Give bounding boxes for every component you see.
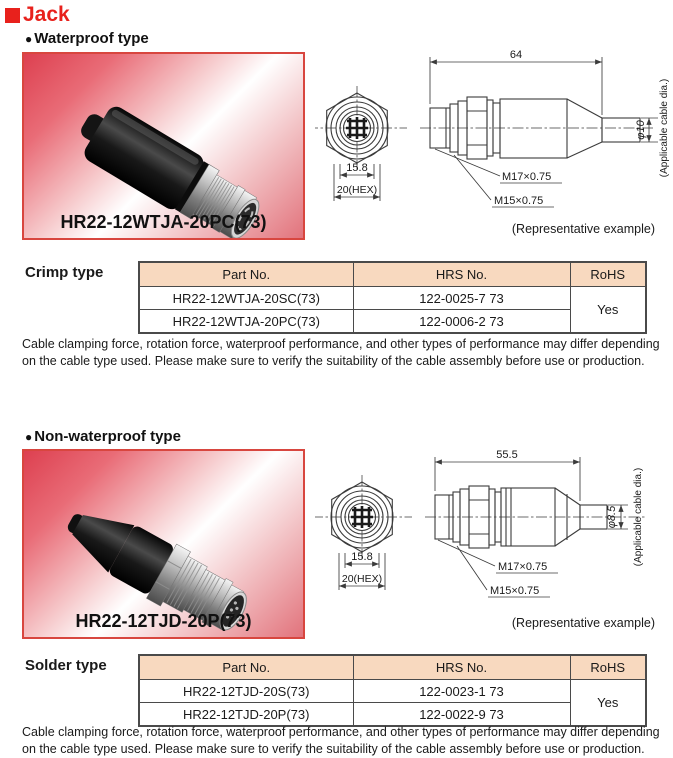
section-heading-waterproof	[25, 30, 149, 47]
part-no-cell: HR22-12WTJA-20PC(73)	[139, 310, 353, 334]
representative-note: (Representative example)	[511, 616, 655, 630]
hrs-no-cell: 122-0022-9 73	[353, 703, 570, 727]
page-title: Jack	[23, 3, 70, 26]
product-photo-waterproof	[22, 52, 305, 240]
thread-rear-label: M15×0.75	[494, 195, 544, 207]
section-heading-label: Non-waterproof type	[34, 428, 181, 445]
dim-cable-dia: φ10	[635, 120, 647, 140]
technical-drawing-non-waterproof	[315, 448, 673, 608]
part-no-header: Part No.	[139, 655, 353, 680]
front-view	[315, 475, 412, 590]
rohs-cell: Yes	[570, 287, 646, 334]
part-no-cell: HR22-12TJD-20S(73)	[139, 680, 353, 703]
photo-part-label: HR22-12TJD-20P(73)	[75, 611, 252, 631]
table-header-row	[139, 655, 646, 680]
thread-front-label: M17×0.75	[498, 561, 548, 573]
caution-note: Cable clamping force, rotation force, waterproof performance, and other types of performance may differ depending on the cable type used. Please make sure to verify the suitability of the cable assembly before use or production.	[22, 725, 660, 756]
parts-table-crimp	[138, 261, 647, 334]
hrs-no-cell: 122-0006-2 73	[353, 310, 570, 334]
side-view	[420, 49, 670, 207]
technical-drawing-waterproof	[315, 48, 673, 218]
dim-face-width: 15.8	[346, 162, 368, 174]
part-no-cell: HR22-12WTJA-20SC(73)	[139, 287, 353, 310]
page-header	[5, 3, 70, 27]
parts-table-solder	[138, 654, 647, 727]
photo-part-label: HR22-12WTJA-20PC(73)	[60, 212, 267, 232]
table-type-label: Crimp type	[25, 264, 104, 281]
dim-hex-width: 20(HEX)	[341, 573, 383, 585]
table-row	[139, 287, 646, 310]
section-heading-non-waterproof	[25, 428, 181, 445]
hrs-no-header: HRS No.	[353, 262, 570, 287]
cable-dia-note: (Applicable cable dia.)	[633, 467, 644, 567]
part-no-header: Part No.	[139, 262, 353, 287]
side-view	[425, 449, 645, 597]
connector-photo-illustration	[24, 451, 303, 637]
dim-hex-width: 20(HEX)	[336, 184, 378, 196]
hrs-no-header: HRS No.	[353, 655, 570, 680]
bullet-icon: ●	[25, 429, 33, 444]
table-row	[139, 680, 646, 703]
red-square-icon	[5, 8, 20, 23]
representative-note: (Representative example)	[511, 222, 655, 236]
dim-cable-dia: φ8.5	[606, 505, 618, 529]
bullet-icon: ●	[25, 31, 33, 46]
front-view	[315, 86, 407, 201]
thread-front-label: M17×0.75	[502, 171, 552, 183]
hrs-no-cell: 122-0025-7 73	[353, 287, 570, 310]
rohs-header: RoHS	[570, 262, 646, 287]
caution-note: Cable clamping force, rotation force, waterproof performance, and other types of performance may differ depending on the cable type used. Please make sure to verify the suitability of the cable assembly before use or production.	[22, 337, 660, 368]
dim-overall-length: 64	[509, 49, 523, 61]
connector-photo-illustration	[24, 54, 303, 238]
rohs-cell: Yes	[570, 680, 646, 727]
cable-dia-note: (Applicable cable dia.)	[659, 78, 670, 178]
table-row	[139, 310, 646, 334]
section-heading-label: Waterproof type	[34, 30, 149, 47]
hrs-no-cell: 122-0023-1 73	[353, 680, 570, 703]
table-header-row	[139, 262, 646, 287]
thread-rear-label: M15×0.75	[490, 585, 540, 597]
dim-face-width: 15.8	[351, 551, 373, 563]
product-photo-non-waterproof	[22, 449, 305, 639]
rohs-header: RoHS	[570, 655, 646, 680]
dim-overall-length: 55.5	[496, 449, 518, 461]
table-row	[139, 703, 646, 727]
table-type-label: Solder type	[25, 657, 107, 674]
part-no-cell: HR22-12TJD-20P(73)	[139, 703, 353, 727]
